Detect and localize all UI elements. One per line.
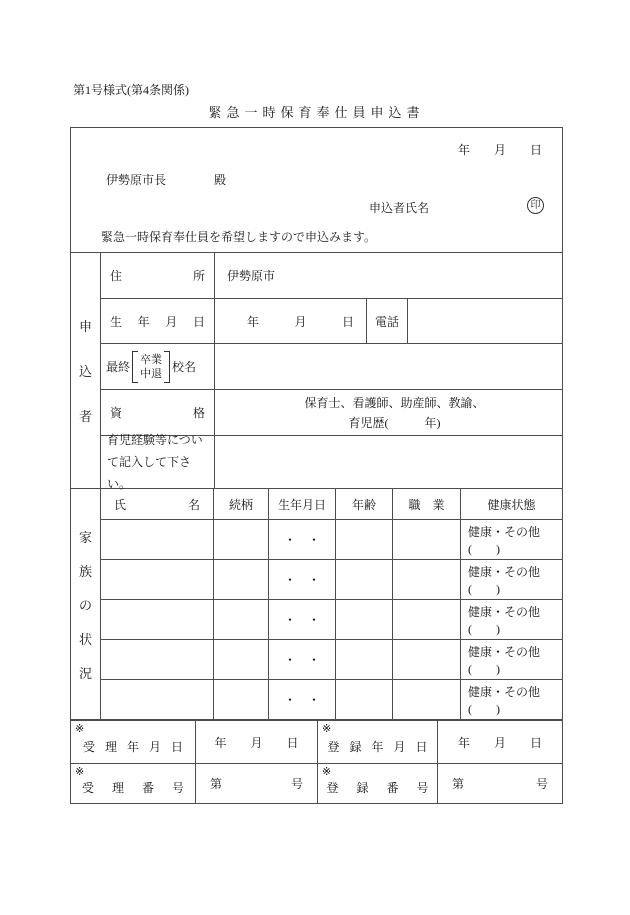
experience-label: 育児経験等につい て記入して下さい。: [101, 436, 215, 488]
name-field: [101, 680, 214, 719]
family-row: [101, 639, 562, 679]
relation-field: [214, 640, 269, 679]
application-statement: 緊急一時保育奉仕員を希望しますので申込みます。: [101, 230, 377, 244]
age-field: [336, 520, 393, 559]
accept-date-label: ※ 受理年月日: [71, 721, 196, 763]
family-row: [101, 519, 562, 559]
family-section-label: 家 族 の 状 況: [71, 489, 101, 719]
accept-date-field: 年 月 日: [196, 721, 318, 763]
relation-field: [214, 600, 269, 639]
birthdate-field: 年 月 日: [215, 299, 367, 343]
office-use-section: [71, 719, 562, 803]
office-date-row: [71, 721, 562, 763]
age-field: [336, 640, 393, 679]
name-field: [101, 520, 214, 559]
experience-row: [101, 433, 562, 491]
col-name: 氏 名: [101, 489, 214, 519]
age-field: [336, 600, 393, 639]
register-number-label: ※ 登録番号: [318, 764, 438, 803]
office-number-row: [71, 763, 562, 803]
col-age: 年齢: [336, 489, 393, 519]
applicant-name-label: 申込者氏名: [369, 201, 430, 215]
register-date-field: 年 月 日: [457, 735, 542, 750]
age-field: [336, 680, 393, 719]
health-options: 健康・その他( ): [468, 644, 541, 676]
health-options: 健康・その他( ): [468, 524, 541, 556]
birthdate-dots: ・ ・: [269, 560, 336, 599]
seal-mark-icon: 印: [527, 197, 544, 214]
family-row: [101, 559, 562, 599]
register-date-label: ※ 登録年月日: [318, 721, 438, 763]
bracket-right: [164, 351, 170, 383]
address-row: [101, 253, 562, 298]
application-form: [70, 127, 563, 804]
name-field: [101, 560, 214, 599]
family-section: [71, 488, 562, 719]
relation-field: [214, 520, 269, 559]
occupation-field: [393, 680, 461, 719]
address-value: 伊勢原市: [227, 269, 276, 283]
asterisk-mark: ※: [75, 723, 85, 735]
health-options: 健康・その他( ): [468, 684, 541, 716]
birthdate-dots: ・ ・: [269, 600, 336, 639]
occupation-field: [393, 560, 461, 599]
form-number: 第1号様式(第4条関係): [73, 83, 189, 97]
form-title: 緊急一時保育奉仕員申込書: [208, 105, 425, 120]
applicant-section: [71, 252, 562, 491]
occupation-field: [393, 640, 461, 679]
birthdate-label: 生 年 月 日: [101, 299, 215, 343]
applicant-section-label: 申 込 者: [71, 253, 101, 488]
phone-field: [408, 299, 562, 343]
honorific: 殿: [214, 173, 227, 187]
family-table-header: [101, 489, 562, 519]
header-date-blanks: 年 月 日: [457, 143, 542, 157]
occupation-field: [393, 520, 461, 559]
asterisk-mark: ※: [75, 766, 85, 778]
addressee-name: 伊勢原市長: [106, 173, 167, 187]
experience-field: [215, 436, 562, 488]
col-birthdate: 生年月日: [269, 489, 336, 519]
header-section: [71, 128, 562, 252]
birthdate-dots: ・ ・: [269, 640, 336, 679]
asterisk-mark: ※: [322, 723, 332, 735]
qualification-field: 保育士、看護師、助産師、教諭、 育児歴( 年): [304, 395, 485, 430]
relation-field: [214, 560, 269, 599]
relation-field: [214, 680, 269, 719]
addressee-line: [106, 171, 226, 188]
school-label: 最終 卒業 中退 校名: [101, 344, 215, 389]
accept-number-label: ※ 受理番号: [71, 764, 196, 803]
name-field: [101, 640, 214, 679]
health-options: 健康・その他( ): [468, 604, 541, 636]
birthdate-dots: ・ ・: [269, 680, 336, 719]
health-options: 健康・その他( ): [468, 564, 541, 596]
school-row: [101, 343, 562, 389]
school-field: [215, 344, 562, 389]
birthdate-dots: ・ ・: [269, 520, 336, 559]
bracket-left: [132, 351, 138, 383]
family-row: [101, 679, 562, 719]
asterisk-mark: ※: [322, 766, 332, 778]
register-number-field: 第 号: [452, 777, 548, 791]
occupation-field: [393, 600, 461, 639]
name-field: [101, 600, 214, 639]
family-row: [101, 599, 562, 639]
phone-label: 電話: [367, 299, 408, 343]
age-field: [336, 560, 393, 599]
col-health: 健康状態: [487, 497, 536, 512]
qualification-label: 資 格: [101, 390, 215, 435]
col-relation: 続柄: [214, 489, 269, 519]
birthdate-row: [101, 298, 562, 343]
address-label: 住 所: [101, 253, 215, 298]
applicant-name-line: [71, 197, 562, 215]
accept-number-field: 第 号: [196, 764, 318, 803]
col-occupation: 職 業: [393, 489, 461, 519]
